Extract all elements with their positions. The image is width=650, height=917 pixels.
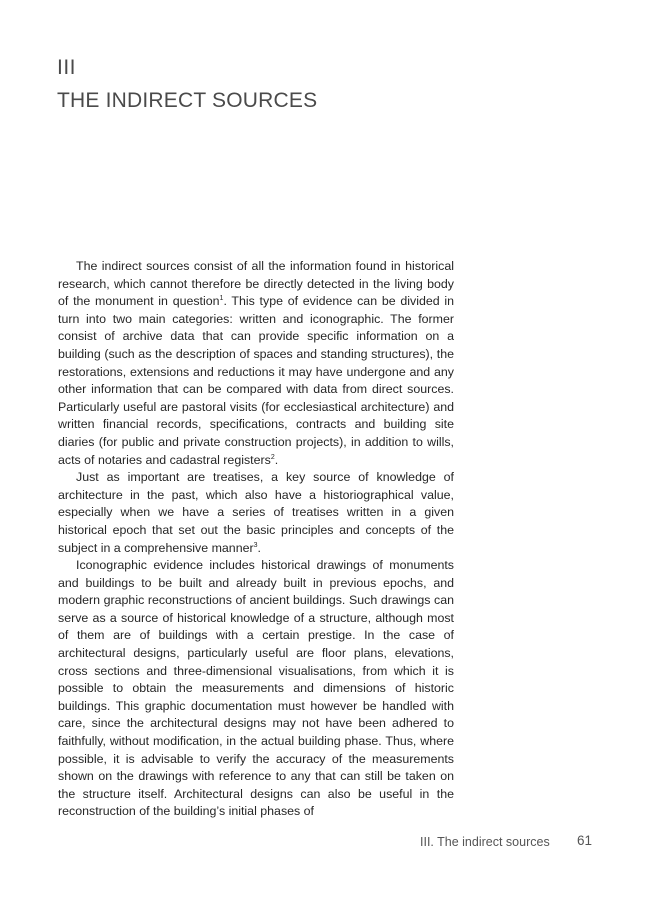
chapter-number: III <box>57 56 77 79</box>
footnote-ref-2[interactable]: 2 <box>270 453 275 461</box>
paragraph-3: Iconographic evidence includes historical drawings of monuments and buildings to be built and already built in previous epochs, and modern graphic reconstructions of ancient buildings. Such drawings can serve as a source of historical knowledge of a structure, although most of them are of buildings with a certain prestige. In the case of architectural designs, particularly useful are floor plans, elevations, cross sections and three-dimensional visualisations, from which it is possible to obtain the measurements and dimensions of historic buildings. This graphic documentation must however be handled with care, since the architectural designs may not have been adhered to faithfully, without modification, in the actual building phase. Thus, where possible, it is advisable to verify the accuracy of the measurements shown on the drawings with reference to any that can still be taken on the structure itself. Architectural designs can also be useful in the reconstruction of the building’s initial phases of <box>58 558 454 819</box>
footnote-ref-3[interactable]: 3 <box>253 541 258 549</box>
paragraph-2 <box>58 469 454 557</box>
footnote-ref-1[interactable]: 1 <box>219 295 224 303</box>
chapter-title: THE INDIRECT SOURCES <box>57 89 318 112</box>
page-number: 61 <box>577 833 593 848</box>
paragraph-1-text-a: The indirect sources consist of all the information found in historical research, which cannot therefore be directly detected in the living body of the monument in question <box>58 259 454 309</box>
paragraph-2-text-a: Just as important are treatises, a key source of knowledge of architecture in the past, which also have a historiographical value, especially when we have a series of treatises written in a given historical epoch that set out the basic principles and concepts of the subject in a comprehensive manner <box>58 470 454 555</box>
paragraph-1-text-c: . <box>274 452 279 467</box>
paragraph-1-text-b: . This type of evidence can be divided in turn into two main categories: written and iconographic. The former consist of archive data that can provide specific information on a building (such as the description of spaces and standing structures), the restorations, extensions and reductions it may have undergone and any other information that can be compared with data from direct sources. Particularly useful are pastoral visits (for ecclesiastical architecture) and written financial records, specifications, contracts and building site diaries (for public and private construction projects), in addition to wills, acts of notaries and cadastral registers <box>58 294 454 467</box>
running-footer: III. The indirect sources <box>420 835 550 849</box>
paragraph-1 <box>58 258 454 469</box>
paragraph-2-text-b: . <box>257 540 261 555</box>
body-text <box>58 258 454 821</box>
